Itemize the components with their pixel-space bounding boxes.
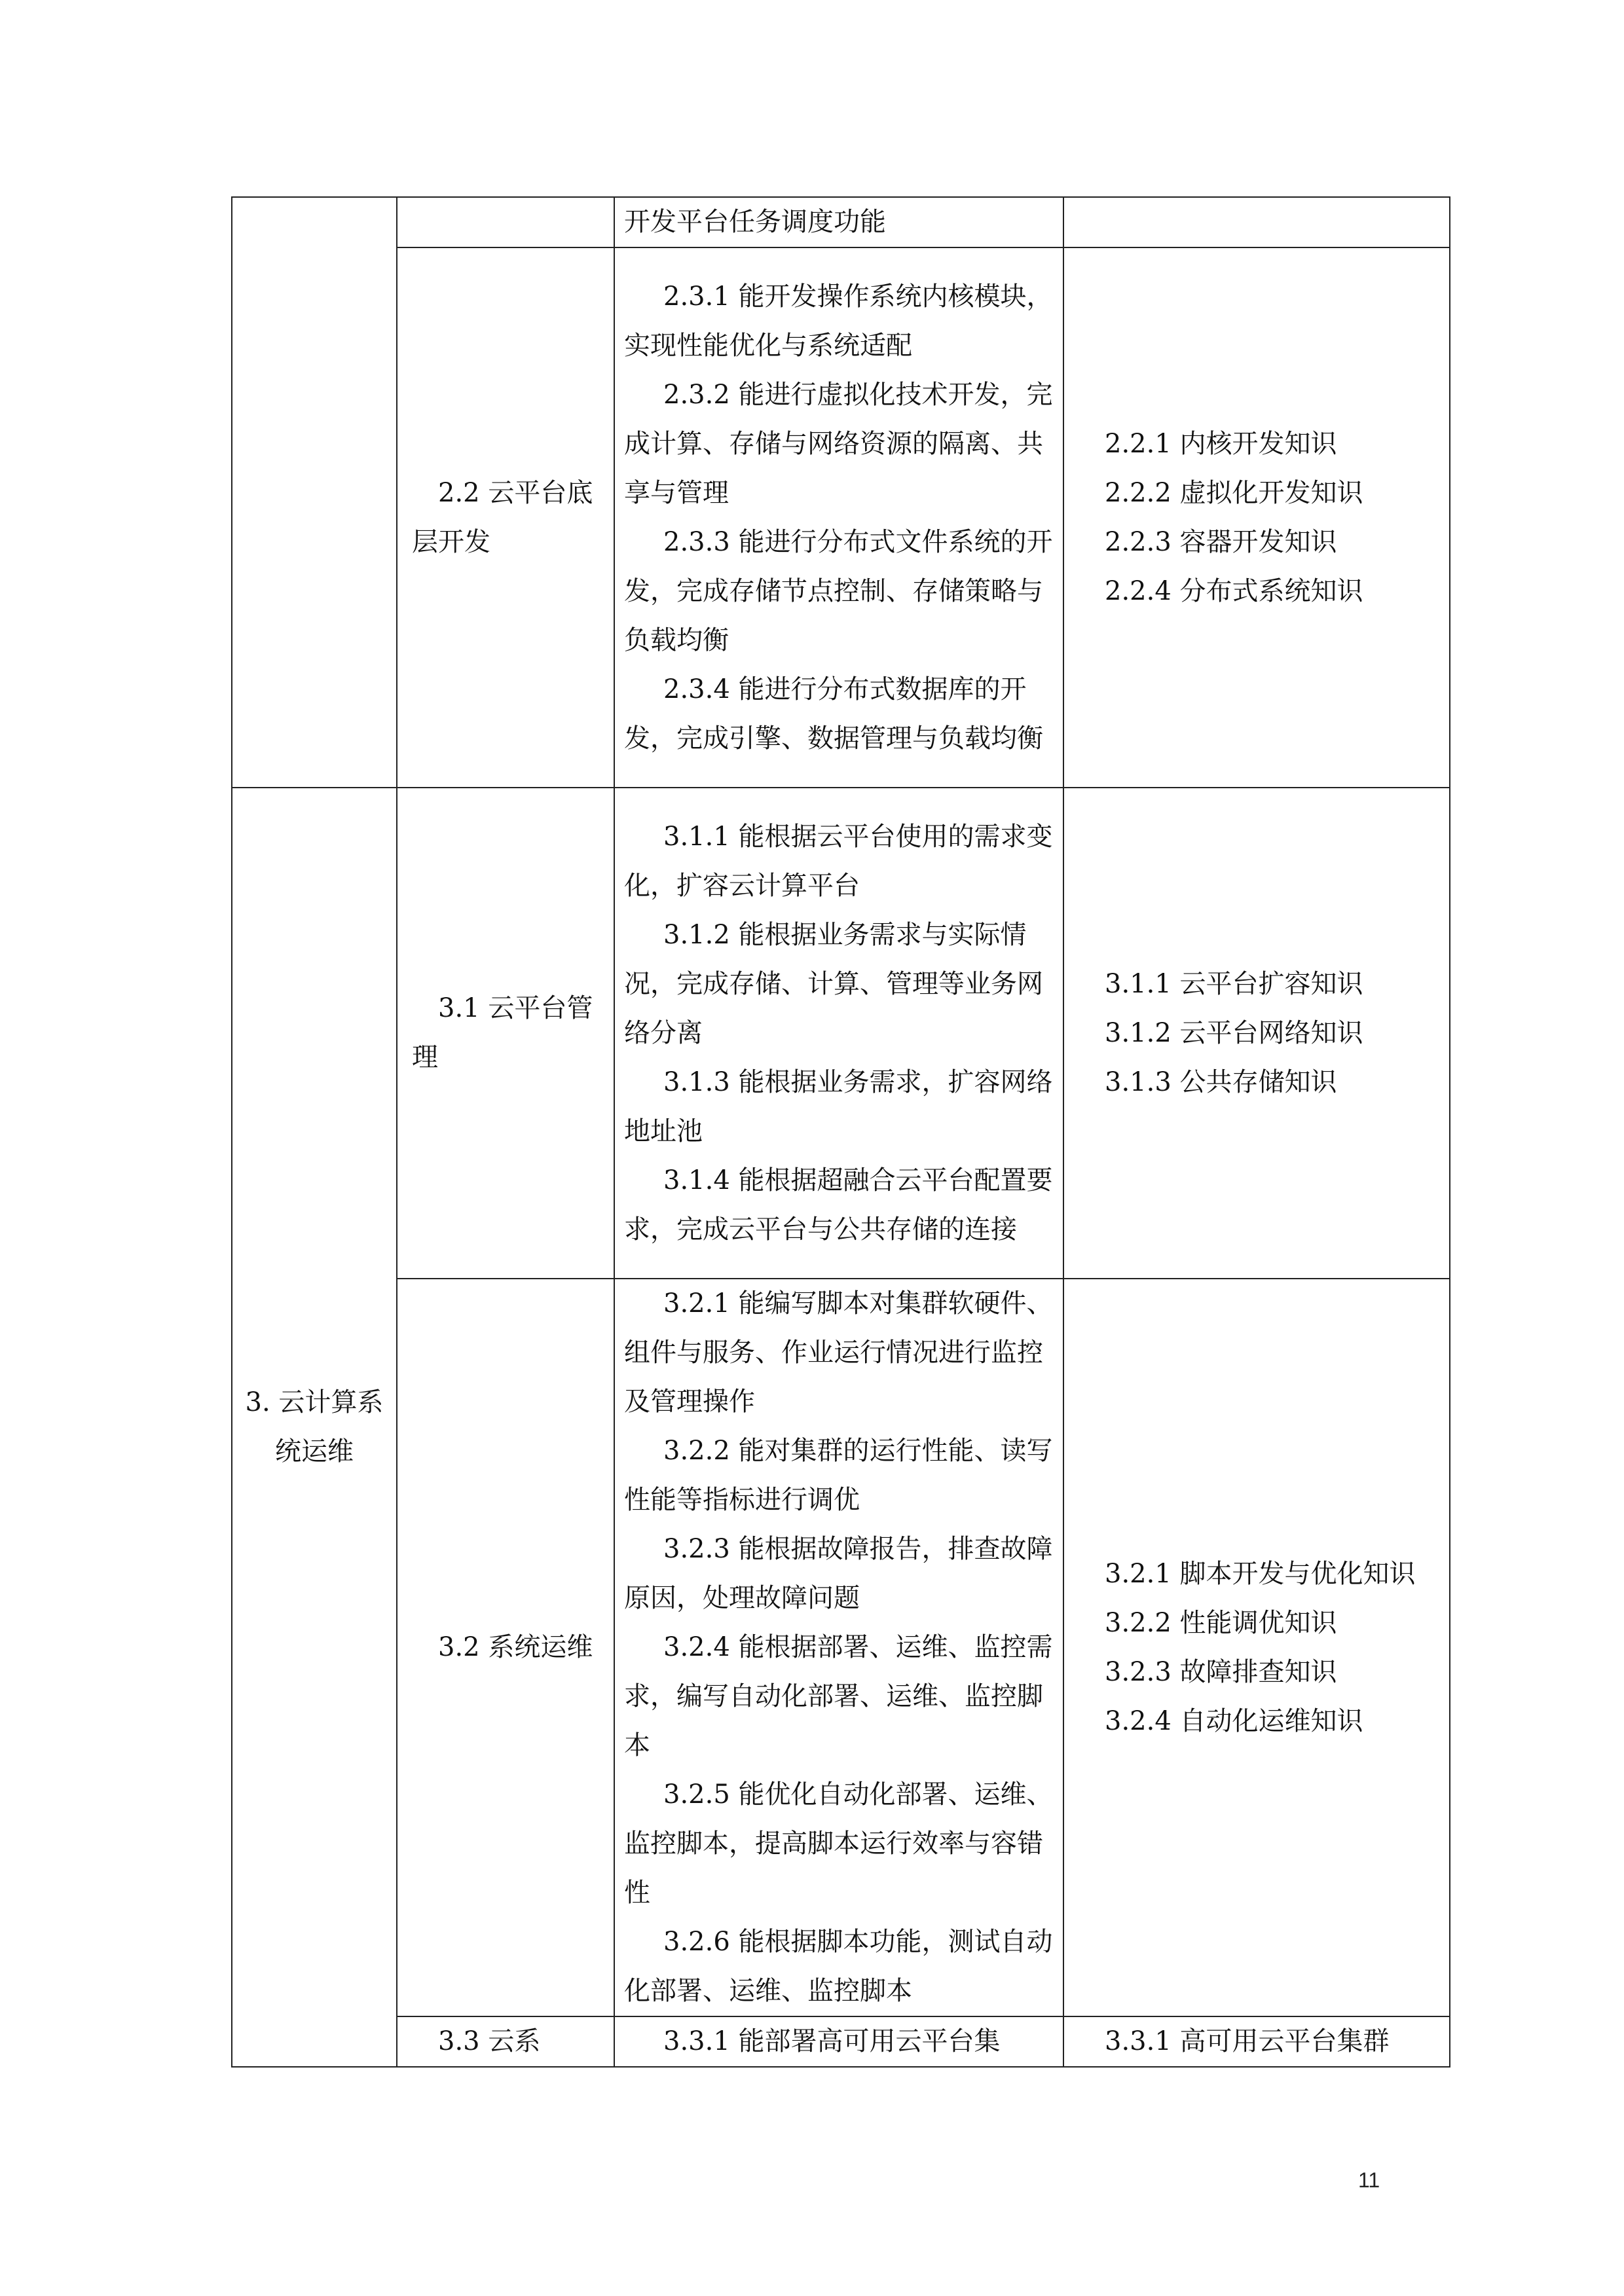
skill-text: 3.2.6 能根据脚本功能，测试自动化部署、运维、监控脚本 [624, 1927, 1053, 2006]
unit-cell [397, 788, 614, 1279]
page-number: 11 [1358, 2168, 1380, 2192]
skill-cell [614, 2016, 1063, 2067]
knowledge-text: 2.2.4 分布式系统知识 [1105, 575, 1363, 606]
knowledge-text: 3.2.2 性能调优知识 [1105, 1607, 1337, 1638]
skill-cell [614, 788, 1063, 1279]
knowledge-text: 3.1.1 云平台扩容知识 [1105, 968, 1363, 999]
function-label: 3. 云计算系统运维 [245, 1387, 384, 1467]
unit-cell [397, 2016, 614, 2067]
skill-text: 3.2.1 能编写脚本对集群软硬件、组件与服务、作业运行情况进行监控及管理操作 [624, 1288, 1053, 1417]
skill-text: 2.3.1 能开发操作系统内核模块，实现性能优化与系统适配 [624, 281, 1053, 361]
knowledge-text: 2.2.3 容器开发知识 [1105, 526, 1337, 557]
knowledge-cell [1063, 2016, 1450, 2067]
knowledge-text: 2.2.1 内核开发知识 [1105, 428, 1337, 459]
unit-cell [397, 197, 614, 247]
skills-table [231, 196, 1450, 2068]
unit-label: 2.2 云平台底层开发 [412, 477, 593, 557]
skill-text: 3.1.4 能根据超融合云平台配置要求，完成云平台与公共存储的连接 [624, 1165, 1053, 1245]
skill-cell [614, 1279, 1063, 2016]
knowledge-text: 3.3.1 高可用云平台集群 [1105, 2026, 1390, 2056]
table-row [232, 197, 1450, 247]
knowledge-cell [1063, 247, 1450, 788]
knowledge-text: 3.1.3 公共存储知识 [1105, 1066, 1337, 1097]
knowledge-text: 3.2.1 脚本开发与优化知识 [1105, 1558, 1416, 1589]
skill-text: 3.2.2 能对集群的运行性能、读写性能等指标进行调优 [624, 1436, 1053, 1515]
knowledge-text: 3.1.2 云平台网络知识 [1105, 1017, 1363, 1048]
unit-label: 3.1 云平台管理 [412, 993, 593, 1072]
knowledge-text: 3.2.3 故障排查知识 [1105, 1656, 1337, 1687]
unit-label: 3.3 云系 [438, 2026, 541, 2056]
skill-text: 3.3.1 能部署高可用云平台集 [663, 2026, 1001, 2056]
unit-cell [397, 1279, 614, 2016]
knowledge-text: 2.2.2 虚拟化开发知识 [1105, 477, 1363, 508]
skill-text: 开发平台任务调度功能 [624, 207, 886, 237]
skill-text: 2.3.3 能进行分布式文件系统的开发，完成存储节点控制、存储策略与负载均衡 [624, 526, 1053, 655]
table-row [232, 1279, 1450, 2016]
skill-text: 3.1.1 能根据云平台使用的需求变化，扩容云计算平台 [624, 821, 1053, 901]
knowledge-cell [1063, 788, 1450, 1279]
function-cell [232, 788, 397, 2067]
skill-text: 2.3.4 能进行分布式数据库的开发，完成引擎、数据管理与负载均衡 [624, 674, 1043, 754]
skill-text: 3.2.3 能根据故障报告，排查故障原因，处理故障问题 [624, 1534, 1053, 1613]
skill-text: 3.1.3 能根据业务需求，扩容网络地址池 [624, 1066, 1053, 1146]
unit-cell [397, 247, 614, 788]
unit-label: 3.2 系统运维 [438, 1632, 593, 1662]
table-row [232, 788, 1450, 1279]
function-cell [232, 197, 397, 788]
skill-cell [614, 247, 1063, 788]
skill-text: 3.2.5 能优化自动化部署、运维、监控脚本，提高脚本运行效率与容错性 [624, 1779, 1053, 1908]
knowledge-cell [1063, 1279, 1450, 2016]
knowledge-text: 3.2.4 自动化运维知识 [1105, 1705, 1363, 1736]
skill-text: 3.1.2 能根据业务需求与实际情况，完成存储、计算、管理等业务网络分离 [624, 919, 1043, 1048]
knowledge-cell [1063, 197, 1450, 247]
table-row [232, 2016, 1450, 2067]
table-row [232, 247, 1450, 788]
skill-cell [614, 197, 1063, 247]
skill-text: 3.2.4 能根据部署、运维、监控需求，编写自动化部署、运维、监控脚本 [624, 1632, 1053, 1760]
skill-text: 2.3.2 能进行虚拟化技术开发，完成计算、存储与网络资源的隔离、共享与管理 [624, 379, 1053, 508]
